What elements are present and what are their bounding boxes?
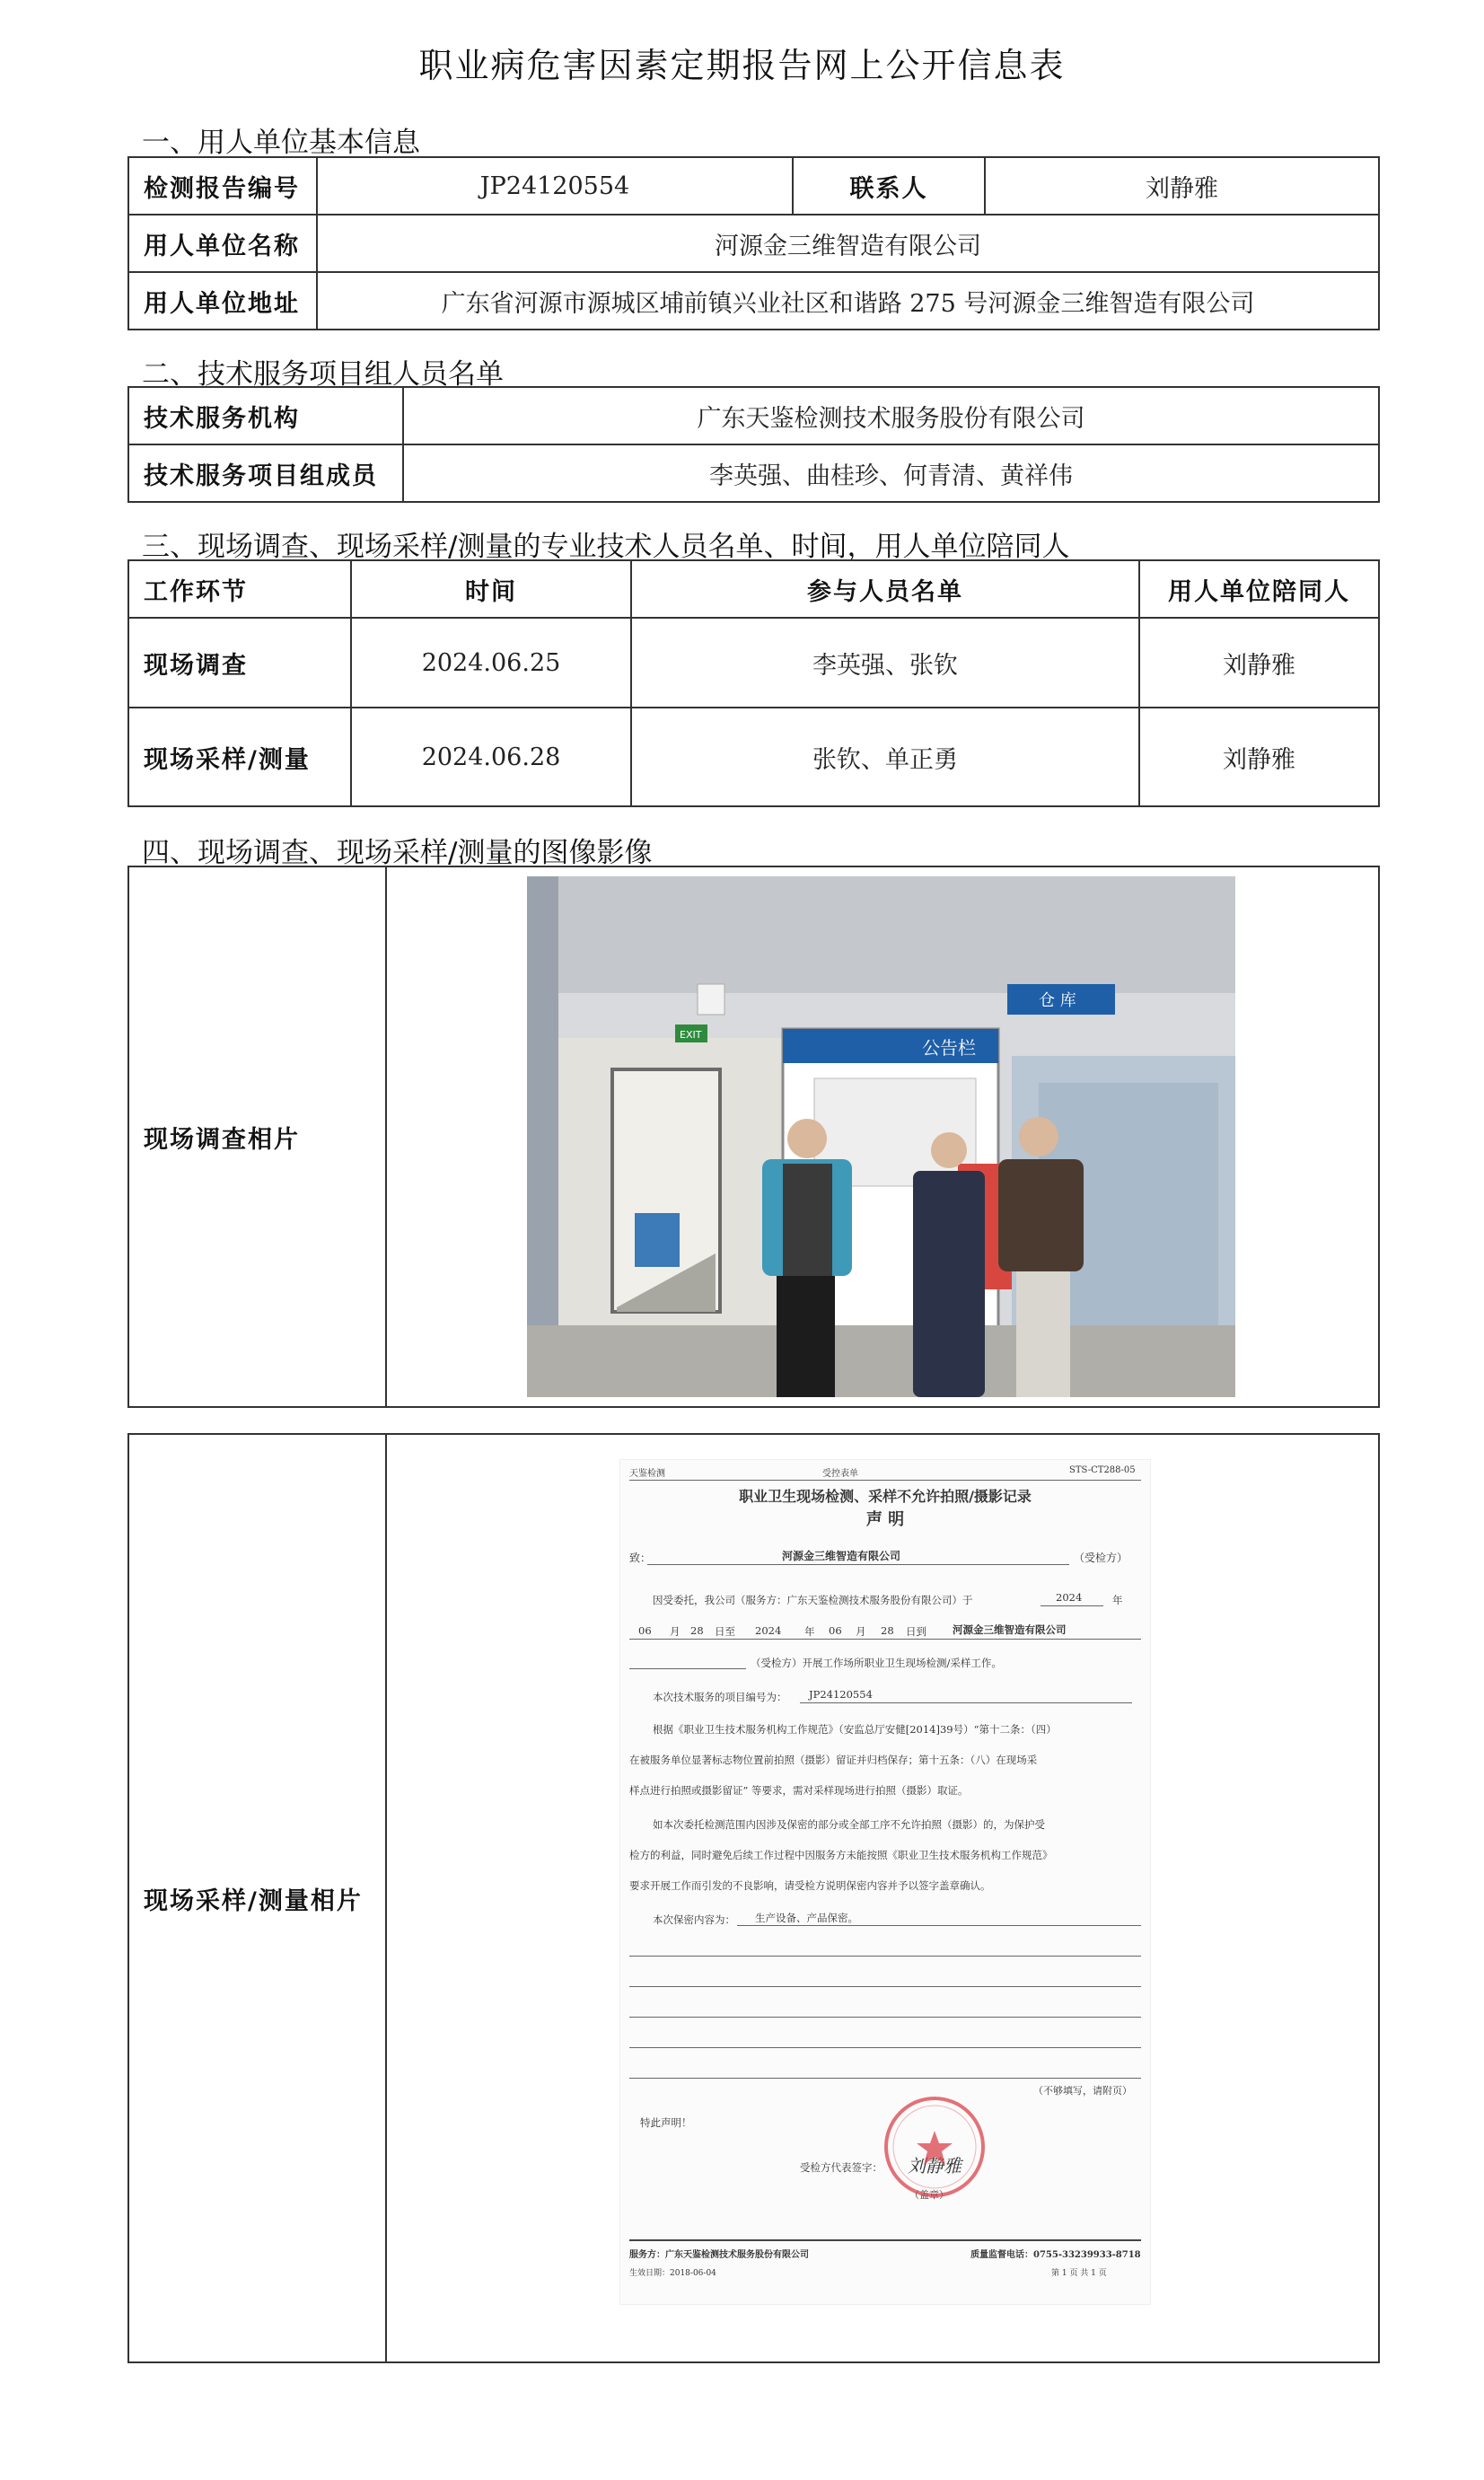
doc-p2: 本次技术服务的项目编号为：	[653, 1691, 787, 1703]
doc-footer-date: 生效日期：2018-06-04	[629, 2269, 716, 2278]
doc-subtitle: 声 明	[865, 1510, 905, 1529]
doc-footer-page: 第 1 页 共 1 页	[1051, 2269, 1107, 2278]
doc-p5-content: 生产设备、产品保密。	[755, 1912, 858, 1924]
members-value: 李英强、曲桂珍、何青清、黄祥伟	[403, 444, 1379, 502]
doc-to: 日至	[715, 1625, 735, 1638]
table-row	[128, 708, 1379, 806]
org-label: 技术服务机构	[128, 387, 403, 444]
doc-p4b: 检方的利益，同时避免后续工作过程中因服务方未能按照《职业卫生技术服务机构工作规范》	[629, 1849, 1053, 1861]
doc-signer-label: 受检方代表签字：	[800, 2161, 882, 2174]
section-1-heading: 一、用人单位基本信息	[142, 127, 420, 159]
exit-sign: EXIT	[680, 1029, 702, 1041]
row-stage: 现场调查	[128, 618, 351, 708]
doc-month-unit-1: 月	[670, 1625, 681, 1638]
service-team-table	[127, 386, 1380, 503]
report-no-label: 检测报告编号	[128, 157, 317, 215]
doc-to-company: 河源金三维智造有限公司	[782, 1550, 901, 1562]
members-label: 技术服务项目组成员	[128, 444, 403, 502]
doc-header-mid: 受控表单	[822, 1469, 858, 1479]
doc-month1: 06	[638, 1624, 652, 1637]
doc-p3a: 根据《职业卫生技术服务机构工作规范》（安监总厅安健[2014]39号）“第十二条：（四）	[653, 1723, 1057, 1736]
header-stage: 工作环节	[128, 560, 351, 618]
doc-footer-left: 服务方：广东天鉴检测技术服务股份有限公司	[629, 2250, 809, 2260]
row-staff: 李英强、张钦	[631, 618, 1139, 708]
header-date: 时间	[351, 560, 631, 618]
org-value: 广东天鉴检测技术服务股份有限公司	[403, 387, 1379, 444]
row-escort: 刘静雅	[1139, 618, 1379, 708]
table-row	[128, 618, 1379, 708]
sampling-photo-label: 现场采样/测量相片	[128, 1434, 386, 2362]
contact-value: 刘静雅	[985, 157, 1379, 215]
doc-p4c: 要求开展工作而引发的不良影响，请受检方说明保密内容并予以签字盖章确认。	[629, 1879, 991, 1892]
header-escort: 用人单位陪同人	[1139, 560, 1379, 618]
row-staff: 张钦、单正勇	[631, 708, 1139, 806]
doc-month2: 06	[829, 1624, 842, 1637]
doc-year-unit: 年	[1112, 1594, 1123, 1606]
doc-signature: 刘静雅	[908, 2155, 962, 2177]
doc-p1a: 因受委托，我公司（服务方：广东天鉴检测技术服务股份有限公司）于	[653, 1594, 973, 1606]
doc-at: 日到	[906, 1625, 926, 1638]
page-title: 职业病危害因素定期报告网上公开信息表	[418, 46, 1066, 85]
doc-p3b: 在被服务单位显著标志物位置前拍照（摄影）留证并归档保存；第十五条：（八）在现场采	[629, 1754, 1038, 1766]
doc-p2-no: JP24120554	[809, 1688, 873, 1701]
row-stage: 现场采样/测量	[128, 708, 351, 806]
doc-year-unit-2: 年	[804, 1625, 815, 1638]
doc-to-suffix: （受检方）	[1074, 1552, 1128, 1564]
unit-address-label: 用人单位地址	[128, 272, 317, 330]
survey-photo	[527, 876, 1235, 1397]
row-date: 2024.06.28	[351, 708, 631, 806]
survey-photo-label: 现场调查相片	[128, 866, 386, 1407]
row-escort: 刘静雅	[1139, 708, 1379, 806]
unit-address-value: 广东省河源市源城区埔前镇兴业社区和谐路 275 号河源金三维智造有限公司	[317, 272, 1379, 330]
doc-to-prefix: 致：	[629, 1552, 652, 1564]
basic-info-table	[127, 156, 1380, 330]
doc-day1: 28	[690, 1624, 704, 1637]
board-sign: 公告栏	[922, 1037, 976, 1059]
row-date: 2024.06.25	[351, 618, 631, 708]
section-3-heading: 三、现场调查、现场采样/测量的专业技术人员名单、时间，用人单位陪同人	[142, 531, 1070, 563]
doc-month-unit-2: 月	[856, 1625, 866, 1638]
doc-company2: 河源金三维智造有限公司	[953, 1623, 1067, 1636]
doc-declare: 特此声明！	[640, 2116, 692, 2129]
doc-p4a: 如本次委托检测范围内因涉及保密的部分或全部工序不允许拍照（摄影）的，为保护受	[653, 1818, 1045, 1831]
doc-note: （不够填写，请附页）	[1033, 2085, 1132, 2097]
doc-footer-right: 质量监督电话：0755-33239933-8718	[970, 2250, 1141, 2260]
header-staff: 参与人员名单	[631, 560, 1139, 618]
unit-name-value: 河源金三维智造有限公司	[317, 215, 1379, 272]
warehouse-sign: 仓 库	[1039, 991, 1076, 1010]
doc-day2: 28	[881, 1624, 894, 1637]
doc-year1: 2024	[1056, 1591, 1083, 1604]
contact-label: 联系人	[793, 157, 985, 215]
section-4-heading: 四、现场调查、现场采样/测量的图像影像	[142, 837, 653, 869]
report-no-value: JP24120554	[317, 157, 793, 215]
doc-header-left: 天鉴检测	[629, 1469, 665, 1479]
unit-name-label: 用人单位名称	[128, 215, 317, 272]
statement-scan	[619, 1459, 1151, 2305]
doc-p1b: （受检方）开展工作场所职业卫生现场检测/采样工作。	[751, 1657, 1002, 1669]
doc-title: 职业卫生现场检测、采样不允许拍照/摄影记录	[739, 1488, 1032, 1505]
doc-p5: 本次保密内容为：	[653, 1913, 735, 1926]
doc-p3c: 样点进行拍照或摄影留证” 等要求，需对采样现场进行拍照（摄影）取证。	[629, 1784, 969, 1797]
survey-photo-illustration	[527, 876, 1235, 1397]
doc-header-right: STS-CT288-05	[1069, 1465, 1136, 1475]
company-stamp-icon	[881, 2093, 988, 2201]
doc-date-label: （盖章）	[909, 2189, 949, 2201]
section-2-heading: 二、技术服务项目组人员名单	[142, 358, 504, 391]
doc-year2: 2024	[755, 1624, 782, 1637]
field-staff-table	[127, 559, 1380, 807]
